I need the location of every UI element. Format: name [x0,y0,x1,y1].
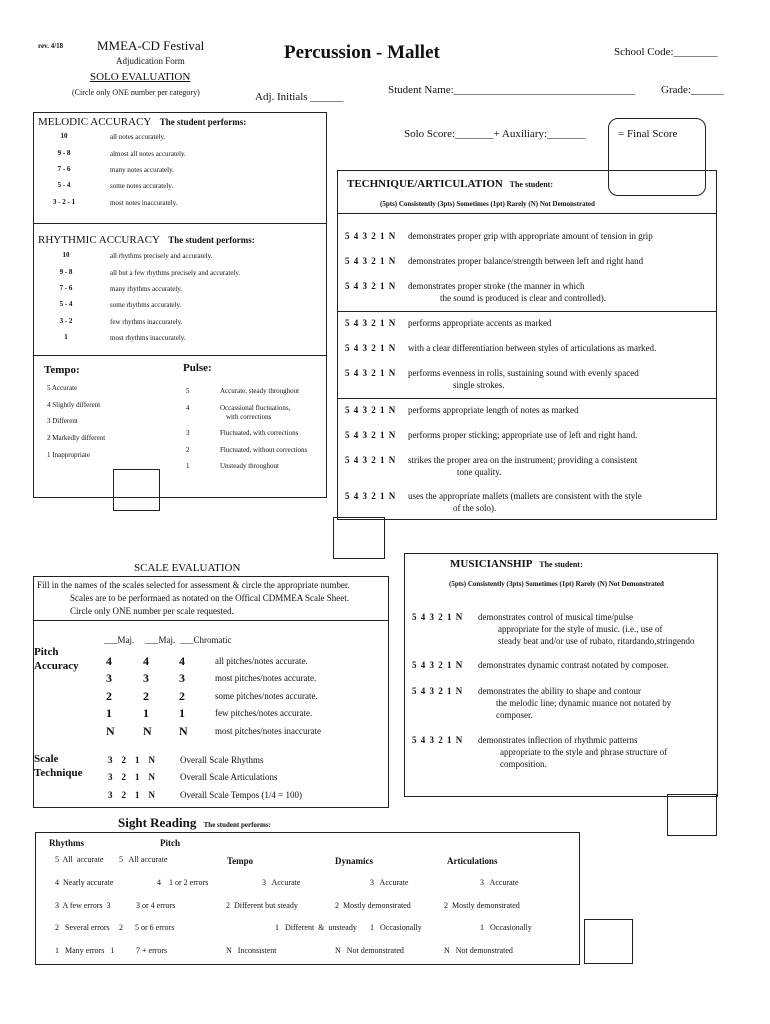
technique-criterion: performs evenness in rolls, sustaining sound with evenly spaced [408,368,639,378]
technique-rating-scale[interactable]: 5 4 3 2 1 N [345,455,397,465]
technique-criterion: demonstrates proper stroke (the manner in which [408,281,585,291]
sight-tempo-option[interactable]: 2 Different but steady [226,901,298,910]
pitch-accuracy-description: few pitches/notes accurate. [215,708,313,718]
tempo-header: Tempo [227,856,254,866]
divider [33,355,327,356]
adj-initials-field[interactable]: Adj. Initials ______ [255,91,344,103]
musicianship-score-box[interactable] [667,794,717,836]
musicianship-criterion-cont: steady beat and/or use of rubato, ritardando,stringendo [498,636,695,646]
pitch-accuracy-value[interactable]: N [143,724,152,738]
scale-instruction-1: Fill in the names of the scales selected for assessment & circle the appropriate number. [37,580,350,590]
melodic-description: some notes accurately. [110,182,174,190]
accuracy-label: Accuracy [34,660,79,672]
technique-rating-scale[interactable]: 5 4 3 2 1 N [345,491,397,501]
pitch-label: Pitch [34,646,59,658]
articulations-header: Articulations [447,856,498,866]
sight-rhythms-option[interactable]: 4 Nearly accurate [55,878,114,887]
technique-rating-scale[interactable]: 5 4 3 2 1 N [345,281,397,291]
tempo-option[interactable]: 3 Different [47,417,78,425]
technique-criterion: performs appropriate length of notes as marked [408,405,579,415]
scale-technique-criterion: Overall Scale Tempos (1/4 = 100) [180,790,303,800]
page-title: Percussion - Mallet [284,42,440,63]
technique-criterion: performs appropriate accents as marked [408,318,552,328]
rhythmic-accuracy-heading [38,234,255,246]
chromatic-scale-field[interactable]: ___Chromatic [180,635,232,645]
pitch-accuracy-value[interactable]: 1 [143,706,149,720]
pitch-accuracy-value[interactable]: 2 [106,689,112,703]
sight-rhythms-option[interactable]: 2 Several errors [55,923,110,932]
melodic-score[interactable]: 3 - 2 - 1 [52,198,76,206]
sight-pitch-option[interactable]: 5 All accurate [119,855,168,864]
pulse-description: Fluctuated, without corrections [220,446,308,454]
pulse-description: Unsteady throughout [220,462,279,470]
pulse-score[interactable]: 3 [186,429,190,437]
divider [33,620,389,621]
pulse-description: Accurate, steady throughout [220,387,300,395]
pitch-header: Pitch [160,838,180,848]
pitch-accuracy-description: most pitches/notes inaccurate [215,726,321,736]
sight-dynamics-option[interactable]: N Not demonstrated [335,946,404,955]
sight-rhythms-option[interactable]: 5 All accurate [55,855,104,864]
musicianship-criterion-cont: composition. [500,759,547,769]
pulse-score[interactable]: 2 [186,446,190,454]
melodic-score[interactable]: 7 - 6 [57,165,71,173]
rhythmic-description: all rhythms precisely and accurately. [110,252,213,260]
musicianship-title: MUSICIANSHIP [450,558,533,570]
technique-criterion-cont: the sound is produced is clear and controlled). [440,293,606,303]
rhythms-header: Rhythms [49,838,85,848]
melodic-subtitle: The student performs: [159,117,247,127]
sight-reading-score-box[interactable] [584,919,633,964]
sight-pitch-option[interactable]: 4 1 or 2 errors [157,878,209,887]
sight-tempo-option[interactable]: N Inconsistent [226,946,277,955]
circle-instruction: (Circle only ONE number per category) [72,88,200,97]
pitch-accuracy-value[interactable]: 2 [143,689,149,703]
pitch-accuracy-value[interactable]: N [179,724,188,738]
melodic-score[interactable]: 5 - 4 [57,181,71,189]
rhythmic-score[interactable]: 10 [62,251,70,259]
technique-criterion: demonstrates proper balance/strength between left and right hand [408,256,644,266]
technique-rating-scale[interactable]: 5 4 3 2 1 N [345,368,397,378]
rhythmic-score[interactable]: 5 - 4 [59,300,73,308]
pitch-accuracy-value[interactable]: 1 [106,706,112,720]
sight-tempo-option[interactable]: 3 Accurate [262,878,301,887]
tempo-option[interactable]: 4 Slightly different [47,401,101,409]
sight-dynamics-option[interactable]: 1 Occasionally [370,923,422,932]
sight-pitch-option[interactable]: 7 + errors [136,946,168,955]
technique-criterion: demonstrates proper grip with appropriate amount of tension in grip [408,231,653,241]
melodic-description: all notes accurately. [110,133,166,141]
technique-rating-scale[interactable]: 5 4 3 2 1 N [345,430,397,440]
divider [337,398,717,399]
pulse-score[interactable]: 4 [186,404,190,412]
pitch-accuracy-description: all pitches/notes accurate. [215,656,308,666]
technique-score-box[interactable] [333,517,385,559]
sight-reading-subtitle: The student performs: [203,821,271,829]
musicianship-rating-scale[interactable]: 5 4 3 2 1 N [412,735,464,745]
musicianship-criterion: demonstrates control of musical time/pulse [478,612,633,622]
musicianship-rating-scale[interactable]: 5 4 3 2 1 N [412,686,464,696]
sight-articulations-option[interactable]: 3 Accurate [480,878,519,887]
sight-articulations-option[interactable]: 1 Occasionally [480,923,532,932]
rhythmic-score[interactable]: 3 - 2 [59,317,73,325]
musicianship-criterion-cont: composer. [496,710,533,720]
grade-field[interactable]: Grade:______ [661,84,724,96]
pulse-score[interactable]: 5 [186,387,190,395]
tempo-title: Tempo: [44,364,80,376]
sight-pitch-option[interactable]: 3 or 4 errors [136,901,176,910]
technique-title: TECHNIQUE/ARTICULATION [347,178,503,190]
tempo-option[interactable]: 5 Accurate [47,384,78,392]
festival-name: MMEA-CD Festival [97,38,205,53]
pitch-accuracy-value[interactable]: 3 [179,671,185,685]
musicianship-rating-scale[interactable]: 5 4 3 2 1 N [412,612,464,622]
technique-heading [347,178,553,190]
tempo-pulse-score-box[interactable] [113,469,160,511]
rhythmic-description: some rhythms accurately. [110,301,182,309]
pitch-accuracy-value[interactable]: 2 [179,689,185,703]
scale-technique-rating[interactable]: 3 2 1 N [108,755,155,765]
technique-rating-scale[interactable]: 5 4 3 2 1 N [345,231,397,241]
sight-dynamics-option[interactable]: 2 Mostly demonstrated [335,901,411,910]
rhythmic-description: few rhythms inaccurately. [110,318,183,326]
melodic-description: almost all notes accurately. [110,150,186,158]
musicianship-scale-note: (5pts) Consistently (3pts) Sometimes (1pt) Rarely (N) Not Demonstrated [449,580,664,588]
solo-evaluation-label: SOLO EVALUATION [90,71,191,83]
melodic-description: many notes accurately. [110,166,174,174]
pulse-score[interactable]: 1 [186,462,190,470]
divider [337,213,717,214]
rhythmic-score[interactable]: 9 - 8 [59,268,73,276]
dynamics-header: Dynamics [335,856,373,866]
sight-rhythms-option[interactable]: 1 Many errors 1 [55,946,115,955]
pitch-accuracy-value[interactable]: 4 [179,654,185,668]
sight-rhythms-option[interactable]: 3 A few errors 3 [55,901,111,910]
rhythmic-title: RHYTHMIC ACCURACY [38,234,160,246]
pitch-accuracy-value[interactable]: 4 [106,654,112,668]
technique-rating-scale[interactable]: 5 4 3 2 1 N [345,318,397,328]
scale-instruction-2: Scales are to be performaed as notated on the Offical CDMMEA Scale Sheet. [70,593,349,603]
revision-label: rev. 4/18 [38,42,64,50]
musicianship-criterion: demonstrates inflection of rhythmic patterns [478,735,638,745]
student-name-field[interactable]: Student Name:_________________________________ [388,84,636,96]
scale-evaluation-title: SCALE EVALUATION [134,562,241,574]
sight-pitch-option[interactable]: 2 5 or 6 errors [119,923,175,932]
sight-reading-title: Sight Reading [118,815,197,830]
sight-reading-heading [118,815,271,831]
technique-criterion-cont: tone quality. [457,467,502,477]
melodic-score[interactable]: 9 - 8 [57,149,71,157]
rhythmic-description: most rhythms inaccurately. [110,334,186,342]
scale-technique-rating[interactable]: 3 2 1 N [108,772,155,782]
technique-criterion: uses the appropriate mallets (mallets are consistent with the style [408,491,642,501]
technique-criterion: with a clear differentiation between styles of articulations as marked. [408,343,657,353]
pulse-description: Occassional fluctuations, [220,404,291,412]
pitch-accuracy-value[interactable]: 4 [143,654,149,668]
rhythmic-score[interactable]: 7 - 6 [59,284,73,292]
rhythmic-subtitle: The student performs: [168,235,255,245]
musicianship-criterion: demonstrates dynamic contrast notated by composer. [478,660,669,670]
pitch-accuracy-value[interactable]: 3 [106,671,112,685]
melodic-title: MELODIC ACCURACY [38,116,151,128]
melodic-score[interactable]: 10 [60,132,68,140]
scale-2-name-field[interactable]: ___Maj. [145,635,176,645]
technique-rating-scale[interactable]: 5 4 3 2 1 N [345,405,397,415]
sight-articulations-option[interactable]: 2 Mostly demonstrated [444,901,520,910]
sight-articulations-option[interactable]: N Not demonstrated [444,946,513,955]
musicianship-criterion: demonstrates the ability to shape and contour [478,686,641,696]
pulse-description-cont: with corrections [226,413,272,421]
pulse-title: Pulse: [183,362,212,374]
melodic-accuracy-heading [38,116,246,128]
scale-technique-criterion: Overall Scale Rhythms [180,755,264,765]
scale-label: Scale [34,753,59,765]
school-code-field[interactable]: School Code:________ [614,46,718,58]
tempo-option[interactable]: 2 Markedly different [47,434,106,442]
pitch-accuracy-description: most pitches/notes accurate. [215,673,317,683]
sight-dynamics-option[interactable]: 3 Accurate [370,878,409,887]
musicianship-rating-scale[interactable]: 5 4 3 2 1 N [412,660,464,670]
musicianship-section [404,553,718,797]
scale-instruction-3: Circle only ONE number per scale requested. [70,606,234,616]
scale-technique-rating[interactable]: 3 2 1 N [108,790,155,800]
sight-tempo-option[interactable]: 1 Different & unsteady [275,923,357,932]
adjudication-form-label: Adjudication Form [116,56,185,66]
scale-1-name-field[interactable]: ___Maj. [104,635,135,645]
pulse-description: Fluctuated, with corrections [220,429,299,437]
melodic-description: most notes inaccurately. [110,199,178,207]
scale-technique-criterion: Overall Scale Articulations [180,772,278,782]
technique-criterion-cont: single strokes. [453,380,505,390]
solo-score-field[interactable]: Solo Score:_______+ Auxiliary:_______ [404,128,586,140]
technique-subtitle: The student: [509,180,553,189]
technique-criterion: strikes the proper area on the instrument; providing a consistent [408,455,638,465]
musicianship-criterion-cont: appropriate for the style of music. (i.e., use of [498,624,663,634]
divider [33,223,327,224]
technique-scale-note: (5pts) Consistently (3pts) Sometimes (1pt) Rarely (N) Not Demonstrated [380,200,595,208]
rhythmic-description: many rhythms accurately. [110,285,183,293]
technique-label: Technique [34,767,83,779]
technique-rating-scale[interactable]: 5 4 3 2 1 N [345,256,397,266]
pitch-accuracy-value[interactable]: 1 [179,706,185,720]
rhythmic-score[interactable]: 1 [64,333,68,341]
technique-rating-scale[interactable]: 5 4 3 2 1 N [345,343,397,353]
final-score-label: = Final Score [618,128,678,140]
musicianship-subtitle: The student: [539,560,583,569]
pitch-accuracy-description: some pitches/notes accurate. [215,691,318,701]
rhythmic-description: all but a few rhythms precisely and accurately. [110,269,241,277]
tempo-option[interactable]: 1 Inappropriate [47,451,90,459]
musicianship-criterion-cont: the melodic line; dynamic nuance not notated by [496,698,672,708]
technique-criterion: performs proper sticking; appropriate use of left and right hand. [408,430,638,440]
pitch-accuracy-value[interactable]: 3 [143,671,149,685]
divider [337,311,717,312]
musicianship-criterion-cont: appropriate to the style and phrase structure of [500,747,668,757]
pitch-accuracy-value[interactable]: N [106,724,115,738]
technique-criterion-cont: of the solo). [453,503,497,513]
musicianship-heading [450,558,583,570]
